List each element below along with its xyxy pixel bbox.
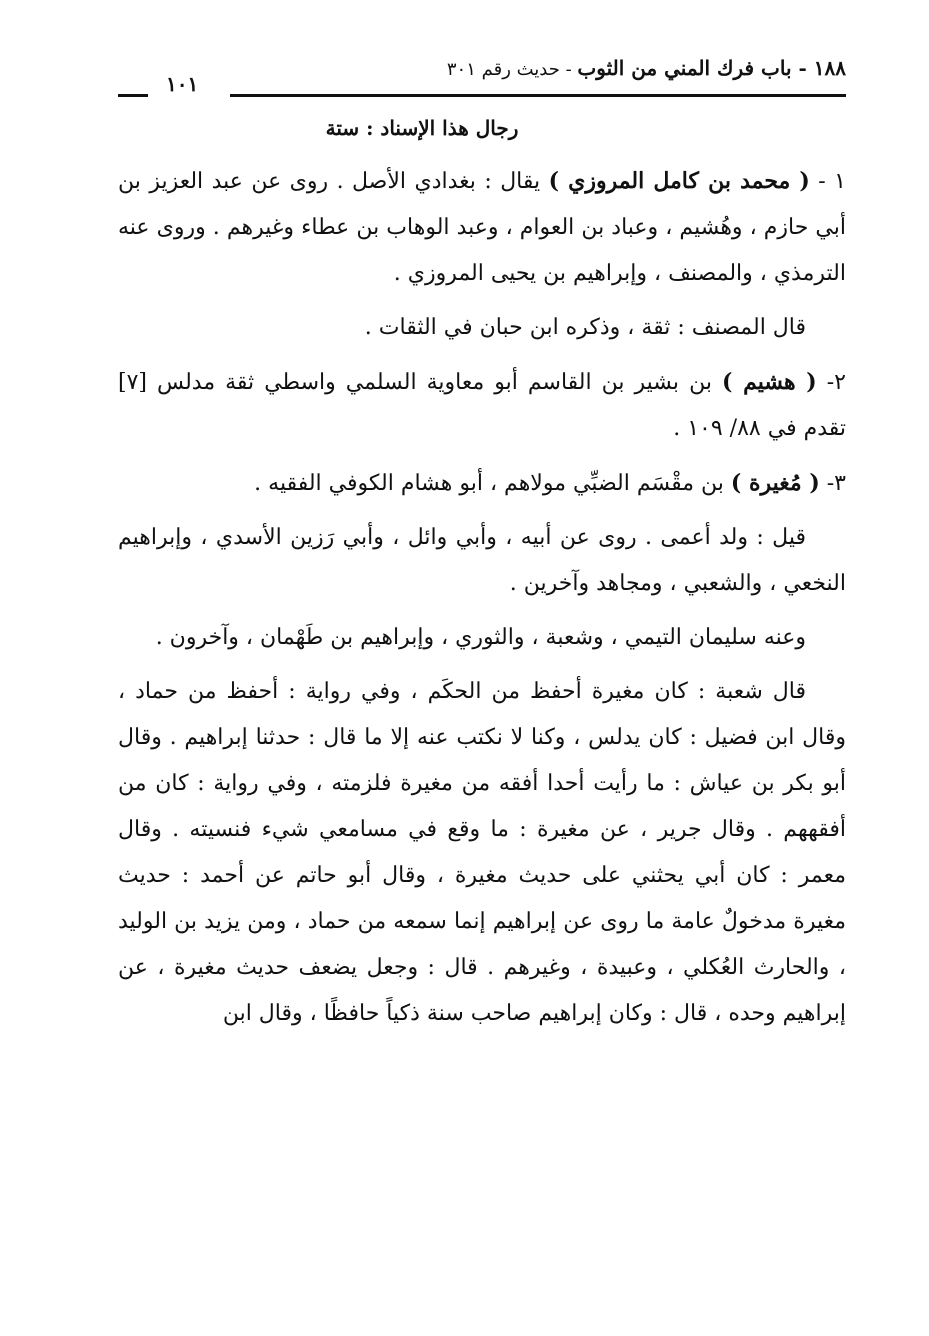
page-number: ١٠١ [166, 72, 199, 96]
entry-number: ١ - [809, 169, 846, 194]
narrator-name: ( هشيم ) [721, 369, 817, 395]
header-rule [230, 94, 846, 97]
header-chapter-title: ١٨٨ - باب فرك المني من الثوب [577, 56, 846, 80]
narrator-name: ( مُغيرة ) [730, 470, 820, 496]
entry-number: ٢- [816, 370, 846, 395]
narrator-entry-3 [118, 460, 846, 507]
entry-number: ٣- [819, 471, 846, 496]
narrator-entry-1 [118, 158, 846, 297]
running-header [447, 56, 846, 80]
entry-text: بن بشير بن القاسم أبو معاوية السلمي واسطي ثقة مدلس [٧] تقدم في ٨٨/ ١٠٩ . [118, 370, 846, 441]
header-left-rule [118, 94, 148, 97]
paragraph: قال المصنف : ثقة ، وذكره ابن حبان في الثقات . [364, 315, 806, 340]
paragraph: وعنه سليمان التيمي ، وشعبة ، والثوري ، وإبراهيم بن طَهْمان ، وآخرون . [155, 625, 806, 650]
header-hadith-number: - حديث رقم ٣٠١ [446, 59, 578, 80]
paragraph: قيل : ولد أعمى . روى عن أبيه ، وأبي وائل ، وأبي رَزين الأسدي ، وإبراهيم النخعي ، والشعبي ، ومجاهد وآخرين . [118, 525, 846, 596]
entry-text: بن مقْسَم الضبِّي مولاهم ، أبو هشام الكوفي الفقيه . [254, 471, 731, 496]
page-header [118, 52, 846, 100]
entry-text: يقال : بغدادي الأصل . روى عن عبد العزيز بن أبي حازم ، وهُشيم ، وعباد بن العوام ، وعبد الوهاب بن عطاء وغيرهم . وروى عنه الترمذي ، والمصنف ، وإبراهيم بن يحيى المروزي . [118, 169, 846, 286]
narrator-entry-2 [118, 359, 846, 452]
document-page [118, 52, 846, 1045]
narrator-name: ( محمد بن كامل المروزي ) [548, 168, 810, 194]
section-title: رجال هذا الإسناد : ستة [325, 116, 519, 140]
paragraph: قال شعبة : كان مغيرة أحفظ من الحكَم ، وفي رواية : أحفظ من حماد ، وقال ابن فضيل : كان يدلس ، وكنا لا نكتب عنه إلا ما قال : حدثنا إبراهيم . وقال أبو بكر بن عياش : ما رأيت أحدا أفقه من مغيرة فلزمته ، وفي رواية : كان من أفقههم . وقال جرير ، عن مغيرة : ما وقع في مسامعي شيء فنسيته . وقال معمر : كان أبي يحثني على حديث مغيرة ، وقال أبو حاتم عن أحمد : حديث مغيرة مدخولٌ عامة ما روى عن إبراهيم إنما سمعه من حماد ، ومن يزيد بن الوليد ، والحارث العُكلي ، وعبيدة ، وغيرهم . قال : وجعل يضعف حديث مغيرة ، عن إبراهيم وحده ، قال : وكان إبراهيم صاحب سنة ذكياً حافظًا ، وقال ابن [118, 679, 846, 1026]
